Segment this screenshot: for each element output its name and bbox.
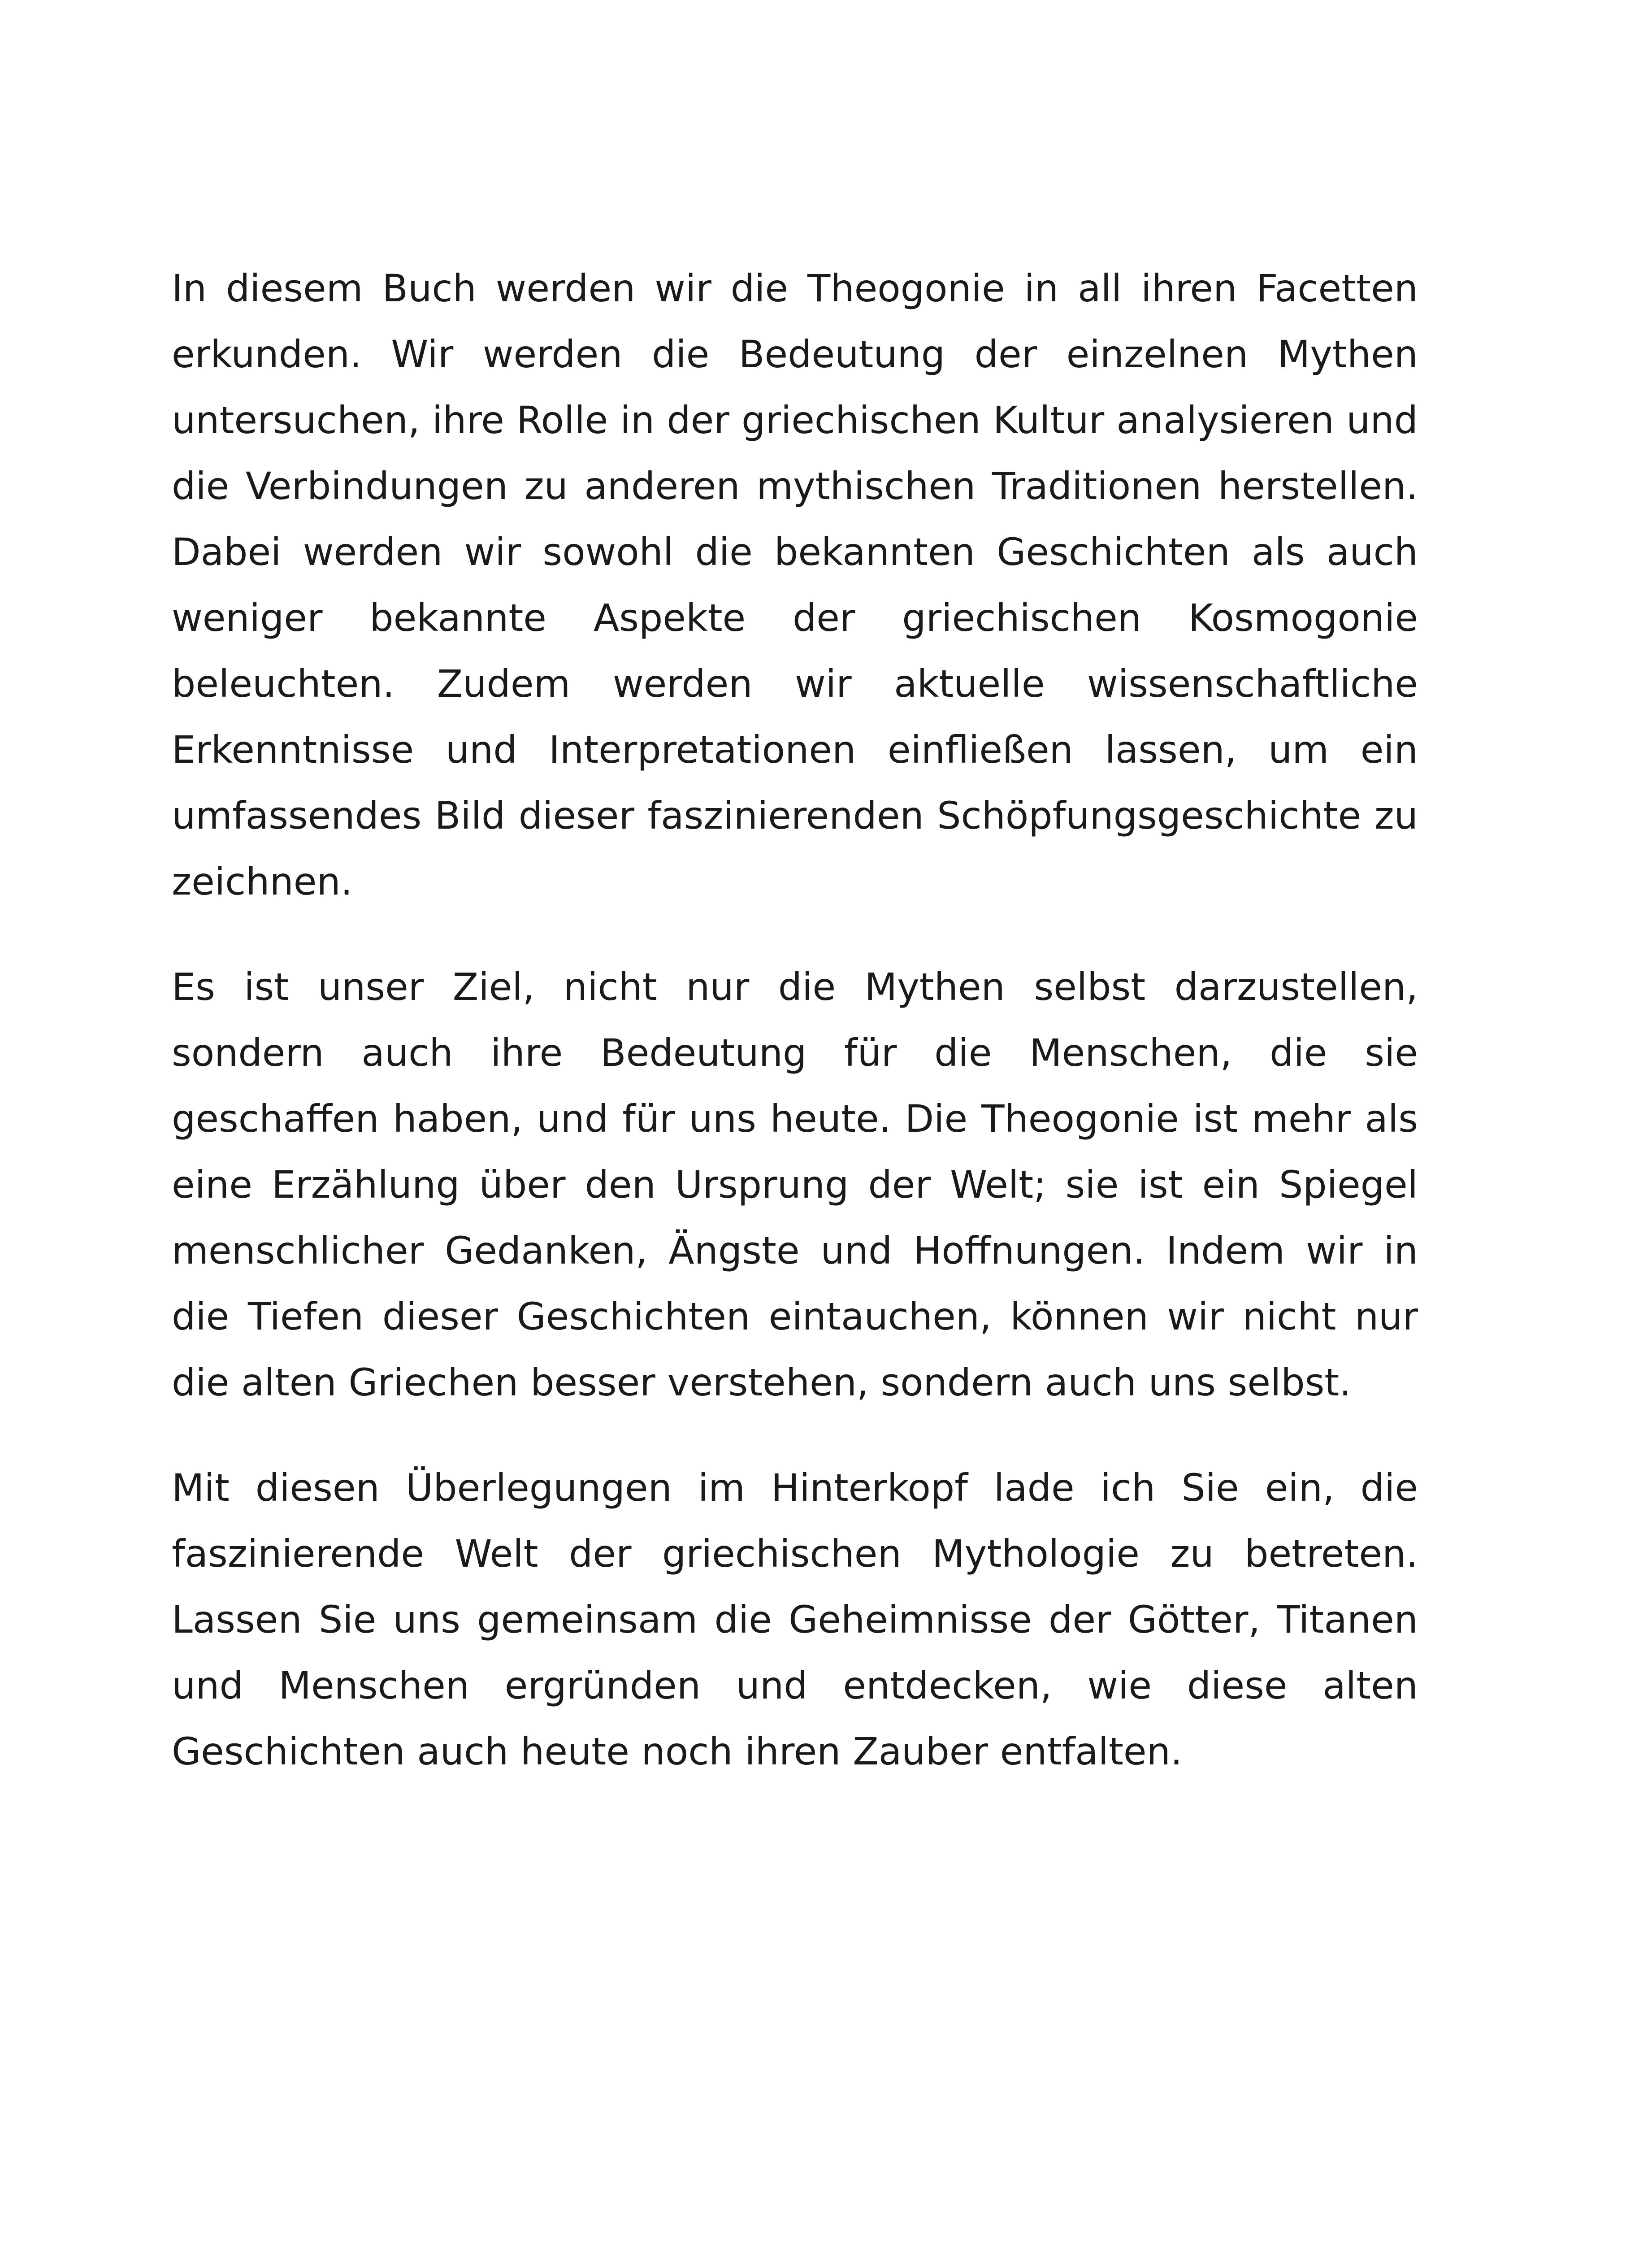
- paragraph-1: In diesem Buch werden wir die Theogonie in all ihren Facetten erkunden. Wir werden die Bedeutung der einzelnen Mythen untersuchen, ihre Rolle in der griechischen Kultur analysieren und die Verbindungen zu anderen mythischen Traditionen herstellen. Dabei werden wir sowohl die bekannten Geschichten als auch weniger bekannte Aspekte der griechischen Kosmogonie beleuchten. Zudem werden wir aktuelle wissenschaftliche Erkenntnisse und Interpretationen einfließen lassen, um ein umfassendes Bild dieser faszinierenden Schöpfungsgeschichte zu zeichnen.: [172, 266, 1418, 904]
- paragraph-2: Es ist unser Ziel, nicht nur die Mythen selbst darzustellen, sondern auch ihre Bedeutung für die Menschen, die sie geschaffen haben, und für uns heute. Die Theogonie ist mehr als eine Erzählung über den Ursprung der Welt; sie ist ein Spiegel menschlicher Gedanken, Ängste und Hoffnungen. Indem wir in die Tiefen dieser Geschichten eintauchen, können wir nicht nur die alten Griechen besser verstehen, sondern auch uns selbst.: [172, 965, 1418, 1404]
- paragraph-3: Mit diesen Überlegungen im Hinterkopf lade ich Sie ein, die faszinierende Welt der griechischen Mythologie zu betreten. Lassen Sie uns gemeinsam die Geheimnisse der Götter, Titanen und Menschen ergründen und entdecken, wie diese alten Geschichten auch heute noch ihren Zauber entfalten.: [172, 1466, 1418, 1773]
- body-text: [172, 256, 1418, 1824]
